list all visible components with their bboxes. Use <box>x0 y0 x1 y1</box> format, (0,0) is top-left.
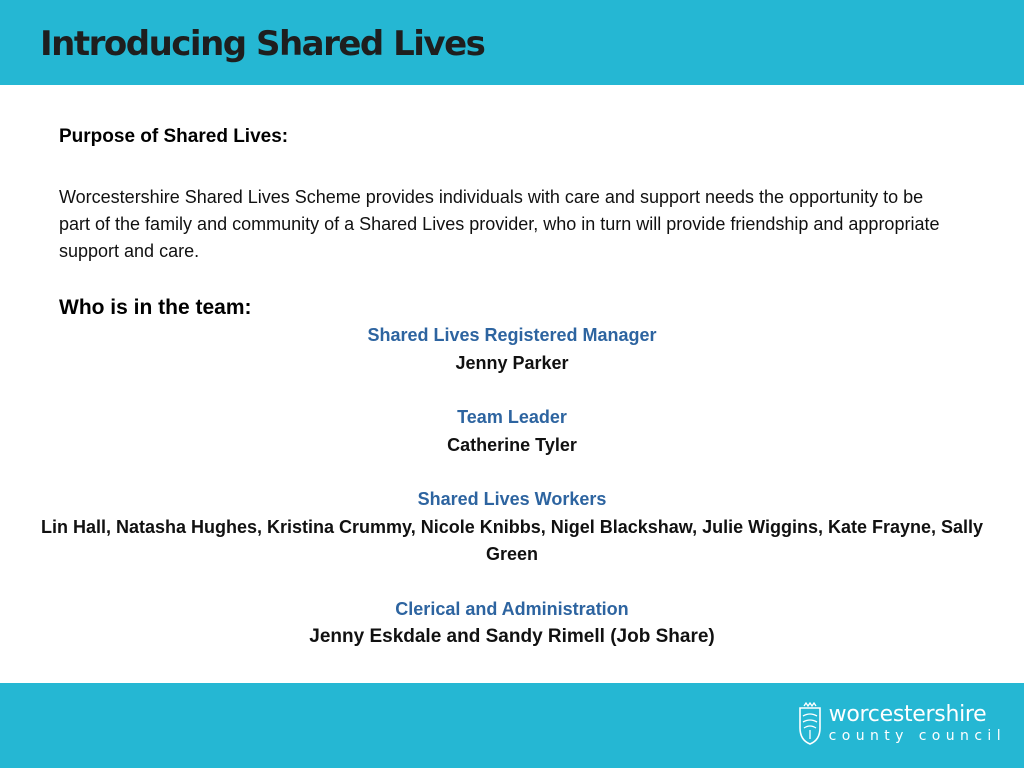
team-list <box>40 322 984 678</box>
crest-icon <box>797 702 823 746</box>
logo-name: worcestershire <box>828 702 987 727</box>
slide-title: Introducing Shared Lives <box>40 24 485 64</box>
team-group-workers <box>40 486 984 569</box>
team-group-manager <box>40 322 984 377</box>
logo-subtitle: county council <box>828 728 1006 744</box>
team-group-leader <box>40 404 984 459</box>
team-role: Team Leader <box>457 407 567 427</box>
team-role: Shared Lives Registered Manager <box>367 325 657 345</box>
footer-band <box>0 683 1024 768</box>
team-members: Jenny Eskdale and Sandy Rimell (Job Share) <box>309 626 715 647</box>
team-members: Catherine Tyler <box>447 434 577 455</box>
team-role: Clerical and Administration <box>395 598 629 619</box>
header-band <box>0 0 1024 85</box>
team-members: Jenny Parker <box>455 352 569 373</box>
purpose-heading: Purpose of Shared Lives: <box>59 126 289 147</box>
purpose-text: Worcestershire Shared Lives Scheme provides individuals with care and support needs the opportunity to be part of the family and community of a Shared Lives provider, who in turn will provide friendship and appropriate support and care. <box>59 187 940 261</box>
team-group-admin <box>40 596 984 651</box>
logo-text <box>829 703 1006 745</box>
team-heading: Who is in the team: <box>59 296 252 319</box>
team-role: Shared Lives Workers <box>417 489 607 509</box>
team-members: Lin Hall, Natasha Hughes, Kristina Crummy, Nicole Knibbs, Nigel Blackshaw, Julie Wiggins, Kate Frayne, Sally Green <box>40 516 984 564</box>
council-logo <box>797 702 1006 746</box>
